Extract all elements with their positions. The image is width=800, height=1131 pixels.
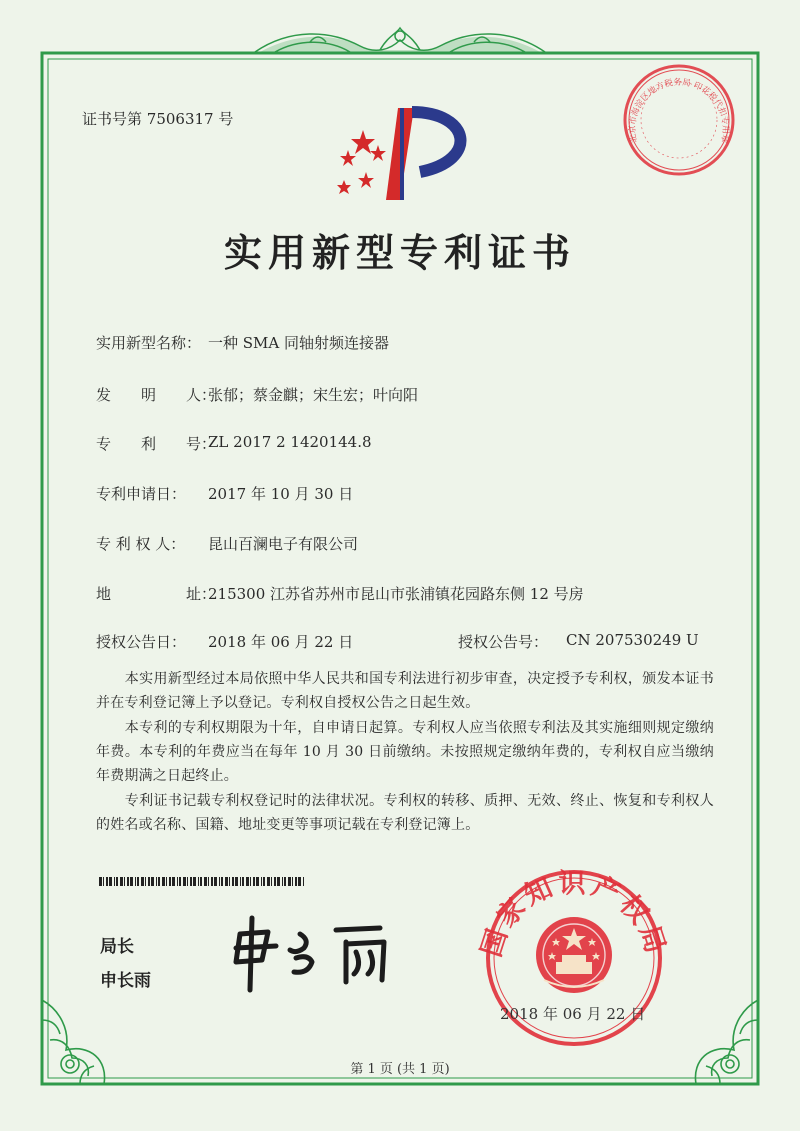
- field-grant-no-label: 授权公告号：: [458, 633, 549, 651]
- field-patentee-label: 专 利 权 人：: [96, 535, 186, 553]
- certificate-number: [82, 108, 233, 129]
- field-patentee-value: 昆山百澜电子有限公司: [208, 535, 359, 553]
- field-name-label: 实用新型名称：: [96, 334, 202, 352]
- director-title: 局长: [100, 937, 134, 957]
- statement-paragraph-1: 本实用新型经过本局依照中华人民共和国专利法进行初步审查，决定授予专利权，颁发本证书并在专利登记簿上予以登记。专利权自授权公告之日起生效。: [96, 671, 714, 711]
- statement-paragraph-2: 本专利的专利权期限为十年，自申请日起算。专利权人应当依照专利法及其实施细则规定缴纳年费。本专利的年费应当在每年 10 月 30 日前缴纳。未按照规定缴纳年费的，专利权自应当缴纳年费期满之日起终止。: [96, 720, 714, 784]
- field-name-value: 一种 SMA 同轴射频连接器: [208, 334, 390, 352]
- statement-paragraph-3: 专利证书记载专利权登记时的法律状况。专利权的转移、质押、无效、终止、恢复和专利权人的姓名或名称、国籍、地址变更等事项记载在专利登记簿上。: [96, 793, 714, 833]
- field-inventor-label: 发 明 人：: [96, 386, 217, 404]
- director-name: 申长雨: [100, 971, 151, 991]
- certificate-title: 实用新型专利证书: [223, 231, 576, 275]
- certificate-number-value: 7506317: [146, 110, 214, 128]
- field-address-label: 地 址：: [96, 585, 217, 603]
- field-grant-no-value: CN 207530249 U: [566, 631, 699, 649]
- field-filing-date-value: 2017 年 10 月 30 日: [208, 485, 354, 503]
- field-address-value: 215300 江苏省苏州市昆山市张浦镇花园路东侧 12 号房: [208, 585, 584, 603]
- field-inventor-value: 张郁；蔡金麒；宋生宏；叶向阳: [208, 386, 419, 404]
- certificate-number-suffix: 号: [218, 110, 234, 128]
- field-filing-date-label: 专利申请日：: [96, 485, 187, 503]
- ip-seal-text: 国家知识产权局: [475, 868, 673, 961]
- page-footer: 第 1 页 (共 1 页): [350, 1062, 450, 1077]
- certificate-number-label: 证书号第: [82, 110, 143, 128]
- field-patent-no-value: ZL 2017 2 1420144.8: [208, 433, 372, 451]
- field-patent-no-label: 专 利 号：: [96, 435, 217, 453]
- issue-date: 2018 年 06 月 22 日: [500, 1005, 646, 1023]
- field-grant-date-label: 授权公告日：: [96, 633, 187, 651]
- tax-seal-text: 北京市海淀区地方税务局 印花税代扣专用章: [627, 77, 731, 144]
- field-grant-date-value: 2018 年 06 月 22 日: [208, 633, 354, 651]
